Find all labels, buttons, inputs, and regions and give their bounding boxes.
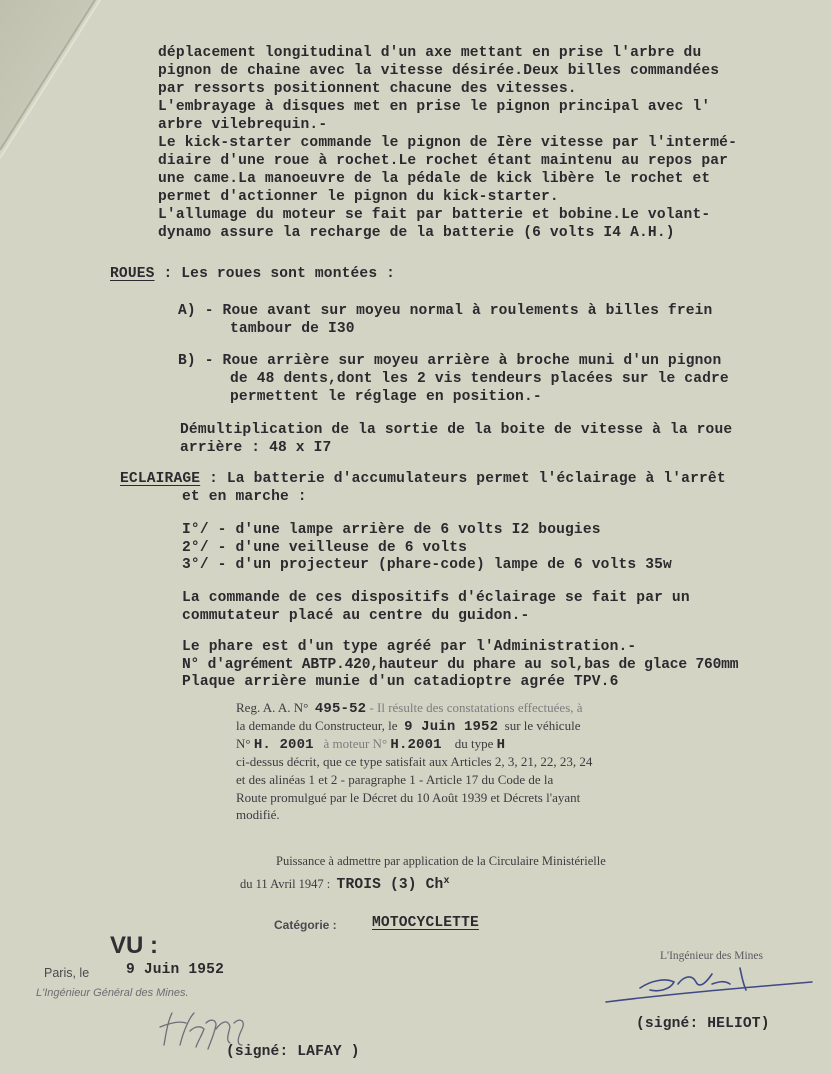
vu-role: L'Ingénieur Général des Mines.	[36, 987, 189, 999]
eclairage-section	[120, 470, 726, 488]
roues-section	[110, 265, 395, 283]
vu-place-label: Paris, le	[44, 966, 90, 980]
body-line-3: par ressorts positionnent chacune des vitesses.	[158, 81, 577, 97]
roues-a-line-1: A) - Roue avant sur moyeu normal à roulements à billes frein	[178, 303, 713, 319]
stamp-line-1: Reg. A. A. N° 495-52 - Il résulte des constatations effectuées, à	[236, 700, 583, 717]
phare-line-2: N° d'agrément ABTP.420,hauteur du phare au sol,bas de glace 760mm	[182, 657, 739, 673]
moteur-number: H.2001	[390, 737, 442, 753]
roues-intro: : Les roues sont montées :	[154, 266, 396, 282]
eclairage-item-1: I°/ - d'une lampe arrière de 6 volts I2 bougies	[182, 522, 601, 538]
vehicule-number: H. 2001	[253, 737, 314, 753]
ingenieur-role: L'Ingénieur des Mines	[660, 950, 763, 962]
roues-heading: ROUES	[110, 266, 155, 282]
stamp-date: 9 Juin 1952	[404, 719, 499, 735]
roues-b-line-2: de 48 dents,dont les 2 vis tendeurs placées sur le cadre	[230, 371, 729, 387]
body-line-9: permet d'actionner le pignon du kick-starter.	[158, 189, 559, 205]
body-line-2: pignon de chaine avec la vitesse désirée.Deux billes commandées	[158, 63, 720, 79]
phare-line-3: Plaque arrière munie d'un catadioptre agrée TPV.6	[182, 674, 619, 690]
commande-line-1: La commande de ces dispositifs d'éclairage se fait par un	[182, 590, 690, 606]
stamp-line-3: N° H. 2001 à moteur N° H.2001 du type H	[236, 736, 506, 753]
body-line-8: une came.La manoeuvre de la pédale de kick libère le rochet et	[158, 171, 711, 187]
puissance-value: TROIS (3) Ch	[336, 877, 444, 894]
heliot-signature	[600, 960, 820, 1010]
heliot-signed: (signé: HELIOT)	[636, 1016, 770, 1032]
roues-b-line-1: B) - Roue arrière sur moyeu arrière à broche muni d'un pignon	[178, 353, 722, 369]
eclairage-intro-1: : La batterie d'accumulateurs permet l'éclairage à l'arrêt	[200, 471, 726, 487]
roues-a-line-2: tambour de I30	[230, 321, 355, 337]
puissance-line-2: du 11 Avril 1947 : TROIS (3) Ch$^x$	[240, 876, 450, 894]
stamp-line-7: modifié.	[236, 807, 280, 822]
vu-date: 9 Juin 1952	[126, 962, 224, 978]
body-line-11: dynamo assure la recharge de la batterie (6 volts I4 A.H.)	[158, 225, 675, 241]
eclairage-item-3: 3°/ - d'un projecteur (phare-code) lampe de 6 volts 35w	[182, 557, 672, 573]
demultiplication-line-1: Démultiplication de la sortie de la boite de vitesse à la roue	[180, 422, 733, 438]
stamp-line-2: la demande du Constructeur, le 9 Juin 1952 sur le véhicule	[236, 718, 581, 735]
categorie-value: MOTOCYCLETTE	[372, 915, 479, 931]
puissance-line-1: Puissance à admettre par application de la Circulaire Ministérielle	[276, 854, 606, 868]
demultiplication-line-2: arrière : 48 x I7	[180, 440, 332, 456]
vu-title: VU :	[110, 932, 158, 959]
body-line-1: déplacement longitudinal d'un axe mettant en prise l'arbre du	[158, 45, 702, 61]
stamp-line-4: ci-dessus décrit, que ce type satisfait aux Articles 2, 3, 21, 22, 23, 24	[236, 754, 593, 769]
body-line-7: diaire d'une roue à rochet.Le rochet étant maintenu au repos par	[158, 153, 729, 169]
categorie-label: Catégorie :	[274, 918, 337, 932]
stamp-line-6: Route promulgué par le Décret du 10 Août 1939 et Décrets l'ayant	[236, 790, 581, 805]
commande-line-2: commutateur placé au centre du guidon.-	[182, 608, 530, 624]
lafay-signed: (signé: LAFAY )	[226, 1044, 360, 1060]
body-line-6: Le kick-starter commande le pignon de Ière vitesse par l'intermé-	[158, 135, 737, 151]
phare-line-1: Le phare est d'un type agréé par l'Administration.-	[182, 639, 637, 655]
roues-b-line-3: permettent le réglage en position.-	[230, 389, 542, 405]
eclairage-intro-2: et en marche :	[182, 489, 307, 505]
puissance-sup: x	[443, 876, 450, 887]
stamp-line-5: et des alinéas 1 et 2 - paragraphe 1 - Article 17 du Code de la	[236, 772, 554, 787]
reg-number: 495-52	[314, 701, 367, 717]
body-line-4: L'embrayage à disques met en prise le pignon principal avec l'	[158, 99, 711, 115]
type-value: H	[496, 737, 506, 753]
eclairage-heading: ECLAIRAGE	[120, 471, 201, 487]
eclairage-item-2: 2°/ - d'une veilleuse de 6 volts	[182, 540, 468, 556]
body-line-10: L'allumage du moteur se fait par batterie et bobine.Le volant-	[158, 207, 711, 223]
body-line-5: arbre vilebrequin.-	[158, 117, 328, 133]
